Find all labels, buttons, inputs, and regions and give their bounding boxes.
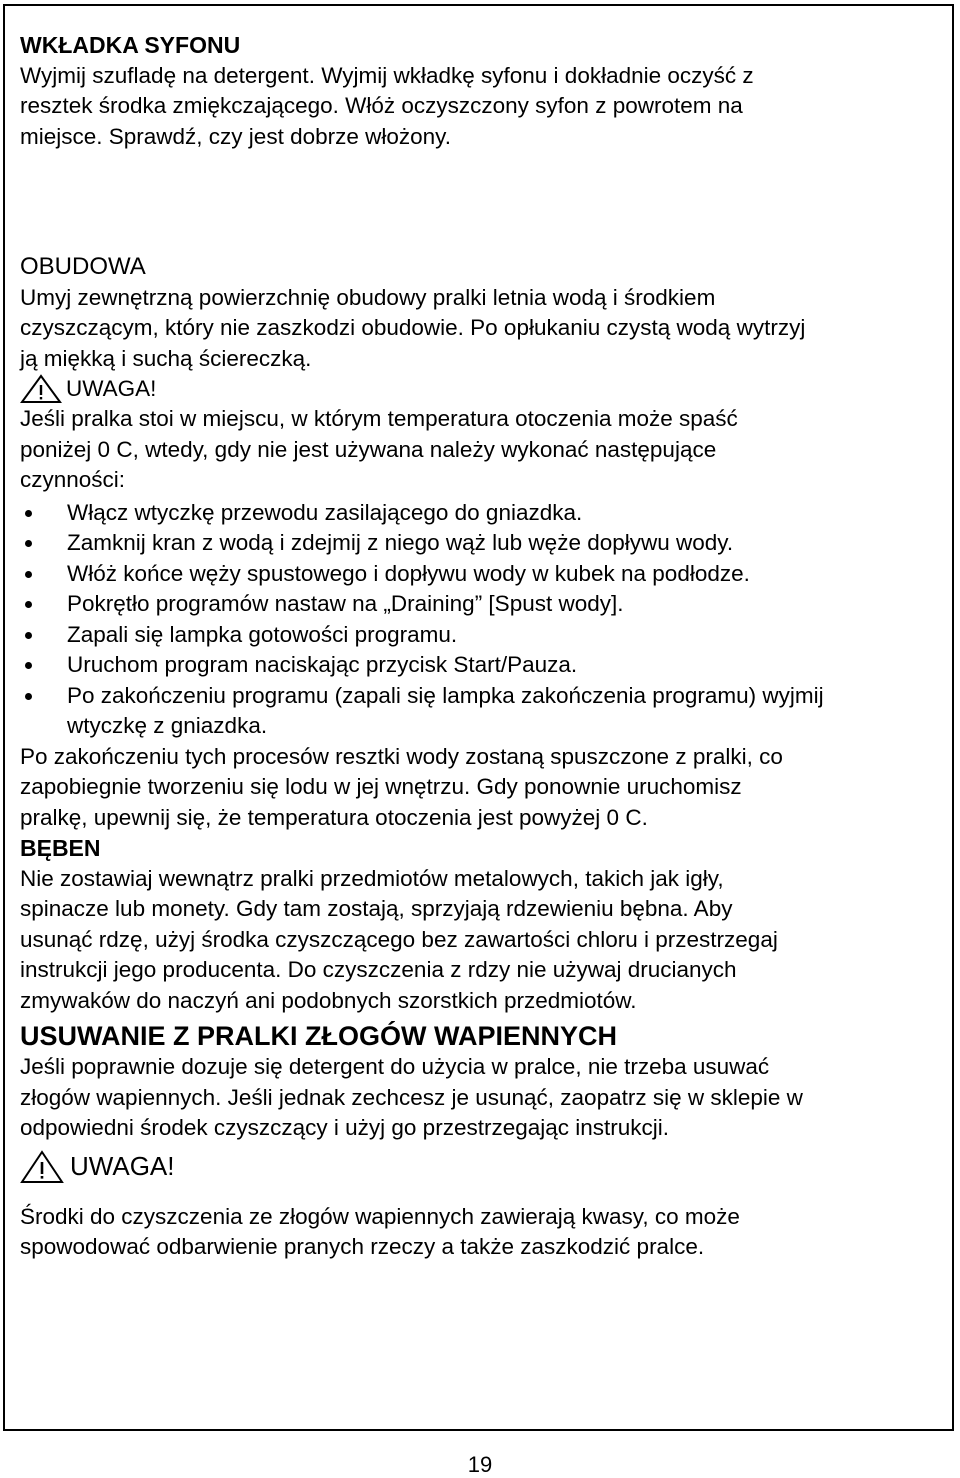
housing-after-line-1: Po zakończeniu tych procesów resztki wody zostaną spuszczone z pralki, co: [20, 743, 783, 769]
limescale-warning-line-1: Środki do czyszczenia ze złogów wapiennych zawierają kwasy, co może: [20, 1203, 740, 1229]
drum-heading: BĘBEN: [20, 835, 101, 861]
page-number: 19: [467, 1452, 493, 1477]
bullet-icon: [25, 510, 32, 517]
limescale-warning-line-2: spowodować odbarwienie pranych rzeczy a także zaszkodzić pralce.: [20, 1234, 705, 1259]
housing-after-line-3: pralkę, upewnij się, że temperatura otoczenia jest powyżej 0 C.: [20, 804, 648, 830]
limescale-heading: USUWANIE Z PRALKI ZŁOGÓW WAPIENNYCH: [20, 1021, 617, 1051]
list-item: Zapali się lampka gotowości programu.: [20, 620, 940, 651]
syphon-line-3: miejsce. Sprawdź, czy jest dobrze włożony.: [20, 123, 451, 149]
list-item: Włącz wtyczkę przewodu zasilającego do gniazdka.: [20, 498, 940, 529]
bullet-icon: [25, 571, 32, 578]
list-item: Pokrętło programów nastaw na „Draining” [Spust wody].: [20, 589, 940, 620]
list-item: Po zakończeniu programu (zapali się lampka zakończenia programu) wyjmij wtyczkę z gniazdka.: [20, 681, 897, 742]
page-content: [20, 30, 940, 1263]
bullet-icon: [25, 693, 32, 700]
drum-line-3: usunąć rdzę, użyj środka czyszczącego bez zawartości chloru i przestrzegaj: [20, 926, 778, 952]
bullet-icon: [25, 632, 32, 639]
housing-line-1: Umyj zewnętrzną powierzchnię obudowy pralki letnia wodą i środkiem: [20, 284, 716, 310]
limescale-warning: [20, 1146, 940, 1188]
list-item: Włóż końce węży spustowego i dopływu wody w kubek na podłodze.: [20, 559, 940, 590]
syphon-line-2: resztek środka zmiękczającego. Włóż oczyszczony syfon z powrotem na: [20, 93, 743, 118]
list-item: Zamknij kran z wodą i zdejmij z niego wąż lub węże dopływu wody.: [20, 528, 940, 559]
housing-warning: [20, 374, 940, 404]
warning-label: UWAGA!: [70, 1151, 175, 1181]
housing-warning-line-1: Jeśli pralka stoi w miejscu, w którym temperatura otoczenia może spaść: [20, 406, 738, 431]
housing-heading: OBUDOWA: [20, 253, 146, 280]
housing-warning-line-3: czynności:: [20, 467, 126, 492]
drum-line-5: zmywaków do naczyń ani podobnych szorstkich przedmiotów.: [20, 987, 637, 1013]
housing-after-line-2: zapobiegnie tworzeniu się lodu w jej wnętrzu. Gdy ponownie uruchomisz: [20, 774, 742, 799]
housing-line-3: ją miękką i suchą ściereczką.: [20, 345, 312, 371]
limescale-line-2: złogów wapiennych. Jeśli jednak zechcesz je usunąć, zaopatrz się w sklepie w: [20, 1084, 803, 1110]
limescale-line-3: odpowiedni środek czyszczący i użyj go przestrzegając instrukcji.: [20, 1115, 670, 1140]
bullet-icon: [25, 540, 32, 547]
bullet-icon: [25, 601, 32, 608]
bullet-icon: [25, 662, 32, 669]
syphon-heading: WKŁADKA SYFONU: [20, 32, 241, 58]
housing-warning-line-2: poniżej 0 C, wtedy, gdy nie jest używana należy wykonać następujące: [20, 436, 717, 462]
syphon-line-1: Wyjmij szufladę na detergent. Wyjmij wkładkę syfonu i dokładnie oczyść z: [20, 62, 754, 88]
winter-steps-list: [20, 498, 940, 742]
warning-triangle-icon: [20, 1150, 64, 1184]
drum-line-4: instrukcji jego producenta. Do czyszczenia z rdzy nie używaj drucianych: [20, 957, 737, 982]
section-spacer: [20, 152, 940, 252]
limescale-line-1: Jeśli poprawnie dozuje się detergent do użycia w pralce, nie trzeba usuwać: [20, 1054, 770, 1079]
warning-triangle-icon: [20, 374, 62, 404]
housing-line-2: czyszczącym, który nie zaszkodzi obudowie. Po opłukaniu czystą wodą wytrzyj: [20, 315, 806, 340]
drum-line-1: Nie zostawiaj wewnątrz pralki przedmiotów metalowych, takich jak igły,: [20, 865, 724, 891]
drum-line-2: spinacze lub monety. Gdy tam zostają, sprzyjają rdzewieniu bębna. Aby: [20, 896, 733, 921]
list-item: Uruchom program naciskając przycisk Start/Pauza.: [20, 650, 940, 681]
warning-label: UWAGA!: [66, 376, 157, 401]
